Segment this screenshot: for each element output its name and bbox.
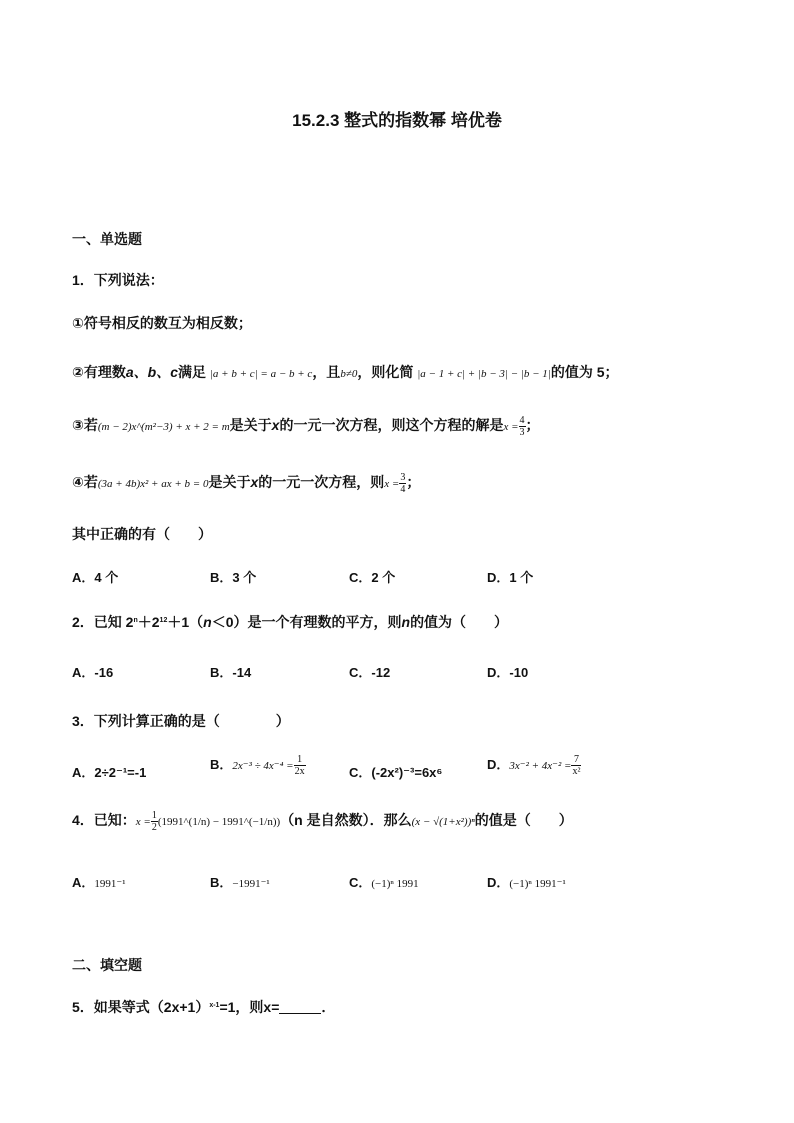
q1-option-b[interactable]: B．3 个 [210, 570, 257, 585]
q1-s3-answer-denominator: 3 [519, 427, 525, 438]
q1-s4-equation: (3a + 4b)x² + ax + b = 0 [97, 478, 209, 491]
q5-stem-pre: 5．如果等式（2x+1） [72, 999, 210, 1015]
q1-s4-end: ； [406, 474, 421, 491]
q1-s2-prefix: ②有理数 [72, 364, 126, 380]
q2-option-d[interactable]: D．-10 [487, 665, 529, 680]
q4-half-fraction [151, 810, 158, 833]
q4-option-d[interactable] [487, 872, 566, 891]
q1-s2-expression: |a − 1 + c| + |b − 3| − |b − 1| [417, 368, 551, 380]
q4-mid: （n 是自然数）．那么 [280, 812, 412, 829]
q1-s2-condition: |a + b + c| = a − b + c [209, 368, 313, 380]
q2-option-b[interactable]: B．-14 [210, 665, 252, 680]
q4-half-numerator: 1 [151, 810, 157, 821]
q3-option-d-expr: 3x⁻² + 4x⁻² = [509, 760, 572, 772]
q2-option-a[interactable]: A．-16 [72, 665, 114, 680]
q1-s4-prefix: ④若 [72, 474, 98, 491]
q3-option-d-fraction [571, 754, 581, 777]
q3-option-d-denominator: x² [572, 766, 581, 778]
q3-option-b[interactable] [210, 754, 306, 777]
q3-option-d-numerator: 7 [571, 754, 581, 766]
q1-s2-then: ，则化简 [357, 364, 414, 380]
q1-s3-mid2: 的一元一次方程，则这个方程的解是 [279, 417, 504, 434]
q4-option-a[interactable] [72, 872, 126, 891]
section-heading-fill-in: 二、填空题 [72, 957, 142, 973]
q3-option-b-fraction [294, 754, 306, 777]
q1-statement-2 [72, 362, 619, 382]
q1-s3-x: x [271, 417, 280, 434]
q1-s3-prefix: ③若 [72, 417, 98, 434]
q4-option-d-label: D． [487, 875, 510, 890]
q2-exponent-n: n [133, 617, 138, 624]
q1-option-a[interactable]: A．4 个 [72, 570, 119, 585]
q3-option-c[interactable]: C．(-2x²)⁻³=6x⁶ [349, 765, 443, 780]
q1-s2-end: 的值为 5； [550, 364, 619, 380]
q3-stem: 3．下列计算正确的是（ ） [72, 713, 290, 729]
q5-stem-mid: =1，则 [219, 999, 264, 1015]
q3-option-d[interactable] [487, 754, 581, 777]
q1-s3-mid: 是关于 [229, 417, 272, 434]
q1-s3-answer-fraction [519, 415, 526, 438]
q1-statement-4 [72, 472, 420, 495]
q5-stem [72, 997, 335, 1017]
q1-ask: 其中正确的有（ ） [72, 526, 212, 542]
q4-expression: (1991^(1/n) − 1991^(−1/n)) [157, 816, 281, 829]
q1-s3-equation: (m − 2)x^(m²−3) + x + 2 = m [97, 421, 230, 434]
q4-stem-pre: 4．已知： [72, 812, 136, 829]
q4-x-eq: x = [135, 816, 151, 829]
q1-s4-answer-numerator: 3 [400, 472, 406, 483]
q2-stem-mid3: ＜0）是一个有理数的平方，则 [211, 614, 402, 630]
q2-option-c[interactable]: C．-12 [349, 665, 391, 680]
q4-expression-2: (x − √(1+x²))ⁿ [411, 816, 475, 829]
section-heading-single-choice: 一、单选题 [72, 231, 142, 247]
q2-var-n: n [203, 614, 212, 630]
q4-option-c-value: (−1)ⁿ 1991 [371, 878, 419, 890]
q1-s4-x: x [250, 474, 259, 491]
q4-option-a-value: 1991⁻¹ [94, 878, 126, 890]
q5-answer-blank[interactable] [279, 1001, 321, 1014]
q1-option-c[interactable]: C．2 个 [349, 570, 396, 585]
q4-option-c-label: C． [349, 875, 372, 890]
q2-stem-mid: ＋2 [137, 614, 160, 630]
q2-stem [72, 612, 508, 632]
q4-option-b[interactable] [210, 872, 270, 891]
q4-stem [72, 810, 573, 833]
q3-option-d-label: D． [487, 757, 510, 772]
q5-var-x: x [263, 999, 272, 1015]
q1-s2-vars: a、b、c [125, 364, 178, 380]
q1-stem: 1．下列说法： [72, 272, 164, 288]
q5-exponent: x-1 [209, 1002, 220, 1009]
q4-half-denominator: 2 [151, 822, 157, 833]
q4-option-c[interactable] [349, 872, 419, 891]
q4-option-d-value: (−1)ⁿ 1991⁻¹ [509, 878, 566, 890]
q2-stem-end: 的值为（ ） [410, 614, 509, 630]
q1-statement-3 [72, 415, 540, 438]
q1-s3-answer-numerator: 4 [519, 415, 525, 426]
q3-option-a[interactable]: A．2÷2⁻¹=-1 [72, 765, 147, 780]
q4-option-a-label: A． [72, 875, 95, 890]
q1-option-d[interactable]: D．1 个 [487, 570, 534, 585]
q3-option-b-label: B． [210, 757, 233, 772]
q1-statement-1: ①符号相反的数互为相反数； [72, 315, 252, 331]
q1-s4-mid: 是关于 [208, 474, 251, 491]
q1-s2-and: ，且 [312, 364, 341, 380]
q3-option-b-denominator: 2x [294, 766, 305, 778]
q1-s3-answer-lhs: x = [503, 421, 519, 434]
q1-s4-answer-lhs: x = [384, 478, 400, 491]
q5-stem-end: = [271, 999, 280, 1015]
q2-var-n2: n [401, 614, 411, 630]
q1-s2-mid: 满足 [177, 364, 206, 380]
q3-option-b-numerator: 1 [294, 754, 306, 766]
q1-s2-condition2: b≠0 [340, 368, 358, 380]
q1-s4-mid2: 的一元一次方程，则 [258, 474, 385, 491]
q1-s3-end: ； [525, 417, 540, 434]
q4-option-b-value: −1991⁻¹ [232, 878, 270, 890]
q2-stem-pre: 2．已知 2 [72, 614, 134, 630]
q4-option-b-label: B． [210, 875, 233, 890]
q4-end: 的值是（ ） [474, 812, 573, 829]
q2-stem-mid2: ＋1（ [167, 614, 204, 630]
q5-tail: ． [321, 999, 336, 1015]
q2-exponent-12: 12 [159, 617, 168, 624]
page-title: 15.2.3 整式的指数幂 培优卷 [292, 111, 502, 130]
q1-s4-answer-denominator: 4 [400, 484, 406, 495]
q3-option-b-expr: 2x⁻³ ÷ 4x⁻⁴ = [232, 760, 294, 772]
